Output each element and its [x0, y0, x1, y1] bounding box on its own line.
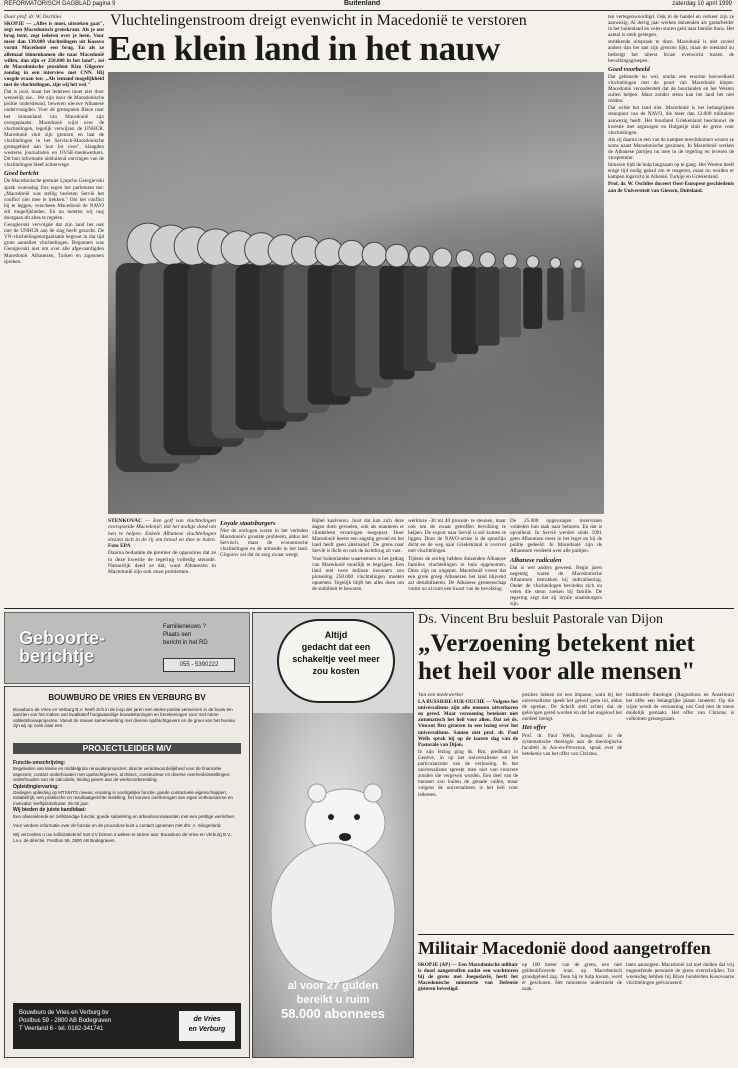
ad-bv-vacancy: PROJECTLEIDER M/V	[13, 743, 241, 754]
caption-col-text2: Niet de oorlogen waren in het verleden Macedonië's grootste probleem, aldus het Servisch, maar de economische vluchtelingen en de armoede in het land. Gligorov zei dat de zorg zwaar weegt.	[220, 528, 308, 559]
ds-col1-text: In zijn lezing ging ds. Bru, predikant in Genève, in op het universalisme en het particularisme van de verlossing. In het universalisme spreekt men niet van concrete zonden die vergeven worden. Een deel van de mensen zou buiten de genade vallen, maar volgens de universalisten is het heil voor iedereen.	[418, 748, 518, 798]
main-col-5	[510, 518, 602, 608]
ds-mil-divider	[418, 934, 734, 935]
ad-bv-offer: Een afwisselende en zelfstandige functie; goede salariëring en arbeidsvoorwaarden met een prettige werksfeer.	[13, 813, 236, 819]
main-col7-text2: Dat gebeurde nu wel, omdat een enorme hoeveelheid vluchtelingen met de poort van Macedonië klopte. Macedonië veronderstelt dat de buurlanden en het Westen zullen helpen. Maar zonder steun kan het land het niet redden.	[608, 73, 734, 105]
mil-col2-text: op 100 meter van de grens, een niet geïdentificeerde man op Macedonisch grondgebied zag. Toen hij te hulp kwam, werd er geschoten. Het ministerie onderzoekt de zaak.	[522, 962, 622, 993]
main-subhead-loyale: Loyale staatsburgers	[220, 520, 276, 527]
main-col-2	[108, 560, 216, 604]
main-col1-text: Dat is juist, maar het iedereen moet niet door wenselijk zie... We zijn door de Macedonische politie ondersteund, beweren nieuwe Albanese ondervraagden. Voor de grenspalen Blace naar het binnenland van Macedonië zijn overgeplaatst. Macedonië wijst over de vluchtelingen, tegelijk verwijzen de UNHCR. Macedonië sluit zijn grenzen en laat de vluchtelingen in het Servisch-Macedonische grensgebied aan hun lot over", klaagden westerse journalisten en OVSE-medewerkers. Dit hun informatie uitsluitend ontvingen van de vluchtelingen bleef achterwege.	[4, 89, 104, 169]
refugee-photo-figures	[108, 72, 604, 514]
mil-col-3	[626, 962, 734, 1056]
ad-bv-apply: Wij verzoeken u uw sollicitatiebrief met CV binnen 2 weken te sturen aan: Bouwburo de Vries en Verburg B.V., t.a.v. de directie, Postbus 59, 2800 AB Bodegraven.	[13, 832, 233, 843]
mil-col3-text: laten aanzegten. Macedonië zal niet dulden dat vrij ongeoefende personen de grens overschrijden. Tot woensdag hebben bij Blace honderden Kosovaarse vluchtelingen geëvacueerd.	[626, 962, 734, 987]
ad-abonnees-text	[253, 979, 413, 1021]
main-col-3	[312, 518, 404, 604]
ad-abonnees-line-1: al voor 27 gulden	[287, 980, 379, 992]
ad-bv-foot-2: Postbus 59 - 2800 AB Bodegraven	[19, 1018, 112, 1024]
ad-bv-intro: Bouwburo de Vries en Verburg B.V. heeft zich in de loop der jaren een sterke positie verworven in de bouw ten aanzien van het maken van kwalitatief hoogwaardige bouwtekeningen en berekeningen voor met name utiliteitsbouwprojecten. Vanuit de nauwe samenwerking met diverse opdrachtgevers en de groei van het bureau zijn wij op zoek naar een:	[13, 707, 236, 729]
section-divider	[4, 608, 734, 609]
photo-caption-block: STENKOVAC — Een golf van vluchtelingen overspoelde Macedonië; dat het nodige doed om hen te helpen. Enkele Albanese vluchtelingen ziezien zich in de rij om brood en thee te halen. Foto EPA Daarna bedankte de premier de opposities dat ze in deze kwestie de regering volledig steunde. Natuurlijk deed ze dat, want Albanezen in Macedonië zijn ook onze problemen.	[108, 518, 216, 576]
photo-credit: Foto EPA	[108, 543, 131, 550]
ad-bubble-line-1: Altijd	[324, 630, 348, 640]
mil-headline: Militair Macedonië dood aangetroffen	[418, 938, 711, 958]
main-subhead-albanese: Albanese radicalen	[510, 556, 562, 564]
main-col3-text2: Voor buitenlandse waarnemers is het gedrag van Macedonië moeilijk te begrijpen. Een land met twee miljoen inwoners zou plotseling 250.000 vluchtelingen moeten opnemen. Tegelijk blijft het alles doen om de stabiliteit te bewaren.	[312, 555, 404, 593]
ad-geb-title-1: Geboorte-	[19, 628, 106, 648]
ds-col-3	[626, 692, 734, 930]
mil-col-1	[418, 962, 518, 1056]
main-kicker: Vluchtelingenstroom dreigt evenwicht in Macedonië te verstoren	[110, 12, 527, 29]
refugee-figure	[523, 256, 542, 329]
polar-bear-image	[253, 713, 413, 1057]
main-col6-text2: Als zij daarna in een van de kampen terechtkomen wonen ze soms naast Macedonische gezinnen. In Macedonië werken de Albanese partijen nu mee in de regering en leveren de vicepremier.	[608, 136, 734, 162]
ds-headline-1: „Verzoening betekent niet	[418, 630, 695, 657]
ad-bv-foot-3: T Veerland 6 - tel. 0182-341741	[19, 1026, 104, 1032]
ds-col3-text: traditionele theologie (Augustinus en Anselmus) het offer een belangrijke plaats inneemt. Op die wijze wordt de verzoening van God met de mens duidelijk gemaakt. Het offer van Christus is volkomen genoegzaam.	[626, 692, 734, 723]
refugee-figure	[451, 250, 478, 354]
ad-bv-body	[13, 759, 241, 843]
refugee-figure	[571, 260, 585, 312]
masthead-section: Buitenland	[344, 0, 381, 7]
ad-bv-logo-2: en Verburg	[188, 1026, 226, 1033]
main-col5-text2: Dat is wel anders geweest. Begin jaren negentig waren de Macedonische Albanezen betrokken bij radicalisering. Onder de vluchtelingen bevinden zich nu velen die steun zoeken bij familie. De regering zegt dat zij loyale staatsburgers zijn.	[510, 564, 602, 608]
main-col7-text4: Intussen tijdt de hulp langzaam op te gang. Het Westen heeft enige tijd nodig gehad om te reageren, maar nu worden er kampen ingericht in Albanië, Turkije en Griekenland.	[608, 162, 734, 181]
ad-geb-info-3: bericht in het RD	[163, 640, 208, 646]
refugee-figure	[499, 254, 521, 337]
main-subhead-goed-voorbeeld: Goed voorbeeld	[608, 65, 650, 73]
ad-bv-company: BOUWBURO DE VRIES EN VERBURG BV	[48, 693, 206, 702]
ad-geboorteberichtje	[4, 612, 250, 684]
main-headline: Een klein land in het nauw	[108, 29, 500, 68]
caption-col-text: Daarna bedankte de premier de opposities dat ze in deze kwestie de regering volledig steunde. Natuurlijk deed ze dat, want Albanezen in Macedonië zijn ook onze problemen.	[108, 550, 216, 576]
photo-caption-text: Een golf van vluchtelingen overspoelde Macedonië; dat het nodige doed om hen te helpen. Enkele Albanese vluchtelingen ziezien zich in de rij om brood en thee te halen.	[108, 518, 216, 543]
ad-bv-h3: Wij bieden de juiste kandidaat:	[13, 807, 87, 814]
ad-bv-contact: Voor verdere informatie over de functie en de procedure kunt u contact opnemen met dhr. A. Slingerland.	[13, 823, 222, 829]
ds-headline-2: het heil voor alle mensen"	[418, 658, 696, 685]
main-col3-text: Bijbel kaalvoren. Juist dat kan zich deze dagen doen gevoelen, ook als manieren er vlinderleen ervaringen toegepast. Door Macedonië heerst een angstig gevoel en het land heeft geen alternatief. De grens naar Servië is dicht en ook de luchtbrug zit vast.	[312, 518, 404, 555]
masthead-paper-page: REFORMATORISCH DAGBLAD pagina 9	[4, 1, 116, 7]
ad-geb-phone: 055 - 5390222	[163, 658, 235, 672]
ad-geb-title-2: berichtje	[19, 646, 95, 666]
main-col6-text: strekkende uitspraak te doen. Macedonië is niet zoveel anders dan het aan zijn grenzen lijkt, maar de toestand nu bedreigt het uiterst broze evenwicht tussen de bevolkingsgroepen.	[608, 39, 734, 64]
ad-bv-h1: Functie-omschrijving:	[13, 760, 66, 766]
ds-lead: LA BUSSIERE-SUR-OUCHE — Volgens het universalisme zijn alle mensen uitverkoren en gered. Maar verzoening betekent niet automatisch het heil voor allen. Dat zei ds. Vincent Bru gisteren in een lezing over het universalisme. Samen met prof. dr. Paul Wells sprak hij op de laatste dag van de Pastorale van Dijon.	[418, 699, 518, 748]
main-col-7	[608, 14, 734, 604]
main-col-2b	[220, 518, 308, 604]
ds-byline: Van een medewerker	[418, 692, 464, 698]
main-col4-text: werkloze -30 tot 40 procent- te steunen, maar ook om de zwaar getroffen bevolking te helpen. De export naar Servië is stil komen te liggen. Door de NAVO-acties is de spoorlijn dicht en de weg naar Griekenland is overvol met vluchtelingen.	[408, 518, 506, 555]
main-col1-text3: Georgievski vervolgde dat zijn land het ook met de UNHCR aan de slag heeft gezocht. De VN-vluchtelingenorganisatie begroot in dat tijd grote aantallen vluchtelingen. Begonnen was Georgievski niet om over alle afgevaardigden Macedonië. Albanezen, Turken en zigeuners spreken.	[4, 222, 104, 265]
main-byline: Door prof. dr. W. Oschlies	[4, 14, 62, 20]
main-col7-text: ten vertegenwoordigd. Ook in de handel en verkeer zijn ze aanwezig. Al dertig jaar werken duizenden als gastarbeider in het buitenland en velen sturen geld naar familie thuis. Het aantal is sterk gestegen.	[608, 14, 734, 39]
mil-col-2	[522, 962, 622, 1056]
ds-subhead-offer: Het offer	[522, 724, 547, 732]
main-col5-text: De 25.000 opgevangen reservisten voldeden hun taak naar behoren. En dat is opvallend. In Servië werden sinds 1991 geen Albanezen meer in het leger en bij de politie gedeeld. In Macedonië zijn de Albanezen verdeeld over alle partijen.	[510, 518, 602, 555]
main-lead: SKOPJE — „Alles is moei, uitsteken gaat", zegt een Macedonisch grenskrant. Als je ons brug bent, zegt iederen over je heen. Voor meer dan 130.000 vluchtelingen uit Kosovo vormt Macedonië een brug. En als ze allemaal binnenkomen die naar Macedonië willen, dan zijn er 250.000 in het land", zei de Macedonische president Kiro Gligorov zondag in een interview met CNN. Hij voegde eraan toe: „Als iemand mogelijkheid met de vluchtelingen, zijn wij het wel."	[4, 21, 104, 89]
masthead-date: zaterdag 10 april 1999	[672, 1, 732, 7]
ad-bv-tasks: Begeleiden van kleine en middelgrote renovatieprojecten; directe verantwoordelijkheid voor de financiële aspecten; contact onderhouden met opdrachtgevers, architect, constructeur en diverse overheidsinstellingen; onderhouden van de calculatie; leiding geven aan de werkvoorbereiding.	[13, 766, 231, 783]
ad-geb-info-2: Plaats een	[163, 632, 192, 638]
main-subhead-goed-bericht: Goed bericht	[4, 170, 39, 178]
ds-col2b-text: Prof. dr. Paul Wells, hoogleraar in de systematische theologie aan de theologische faculteit in Aix-en-Provence, sprak over de betekenis van het offer van Christus.	[522, 732, 622, 757]
mil-lead: SKOPJE (AP) — Een Macedonische militair is dood aangetroffen nadat een wachttoren bij de grens met Joegoslavië, heeft het Macedonische ministerie van Defensie gisteren bevestigd.	[418, 962, 518, 993]
ad-bubble-line-2: gedacht dat een	[301, 642, 371, 652]
masthead	[4, 0, 732, 11]
refugee-queue	[116, 223, 585, 472]
ad-abonnees	[252, 612, 414, 1058]
main-col-1	[4, 14, 104, 604]
ad-bv-logo-1: de Vries	[193, 1016, 221, 1023]
ad-bv-foot-1: Bouwburo de Vries en Verburg bv	[19, 1010, 109, 1016]
photo-caption-place: STENKOVAC	[108, 518, 143, 524]
refugee-figure	[475, 252, 499, 346]
main-col4-text2: Tijdens de oorlog hebben duizenden Albanese families vluchtelingen in huis opgenomen. Deze zijn nu uitgeput. Macedonië vreest dat een grote groep Albanezen het land blijvend zal destabiliseren. De Albanese gemeenschap vormt nu al ruim een kwart van de bevolking.	[408, 555, 506, 593]
ds-kicker: Ds. Vincent Bru besluit Pastorale van Dijon	[418, 612, 664, 627]
ad-abonnees-line-3: 58.000 abonnees	[280, 1006, 386, 1021]
refugee-figure	[547, 258, 563, 321]
ad-bv-h2: Opleiding/ervaring:	[13, 783, 59, 790]
main-col1-text2: De Macedonische premier Ljupcho Georgievski sprak woensdag fors tegen het parlement toe: „Macedonië was stellig besloten Servië het conflict niet mee te trekken." Om het conflict bij te leggen, verscheen Macedonië de NAVO stil mogelijkheden. En nu moeten wij nog doorgaan dit alles te regelen.	[4, 178, 104, 221]
ad-geb-info-1: Familienieuws ?	[163, 624, 207, 630]
main-col-4	[408, 518, 506, 604]
refugee-photo	[108, 72, 604, 514]
ad-bv-footer	[13, 1003, 241, 1049]
ds-col2-text: posities lokken tot een impasse, want bij het universalisme speelt het geloof geen rol, aldus de spreker. De Schrift stelt echter dat de gelovigen gered worden en dat het ongeloof het oordeel brengt.	[522, 692, 622, 723]
ad-bubble-line-3: schakeltje veel meer	[292, 654, 380, 664]
ad-bv-reqs: Gedegen opleiding op MTS/HTS niveau; ervaring in soortgelijke functie; goede contactuele eigenschappen; initiatiefrijk; een praktische en resultaatgerichte instelling; het kunnen overbrengen van eigen enthousiasme en motivatie; leeftijdsindicatie: 25-35 jaar.	[13, 790, 233, 806]
ad-geb-info	[163, 623, 245, 647]
author-note: Prof. dr. W. Oschlies doceert Oost-Europese geschiedenis aan de Universiteit van Giessen, Duitsland.	[608, 181, 734, 194]
ad-bv-logo	[179, 1011, 235, 1041]
ad-abonnees-line-2: bereikt u ruim	[296, 994, 370, 1006]
ad-bouwburo	[4, 686, 250, 1058]
ds-col-2	[522, 692, 622, 930]
ds-col-1	[418, 692, 518, 930]
ad-abonnees-speech-bubble	[277, 619, 395, 703]
main-col7-text3: Dat wilde het land niet. Macedonië is het belangrijkste steunpunt van de NAVO, die meer dan 12.000 militairen aanwezig heeft. Het buurland Griekenland beschouwt de kwestie met argusogen en Bulgarije sluit de grens voor vluchtelingen.	[608, 105, 734, 136]
ad-bubble-line-4: zou kosten	[312, 666, 360, 676]
